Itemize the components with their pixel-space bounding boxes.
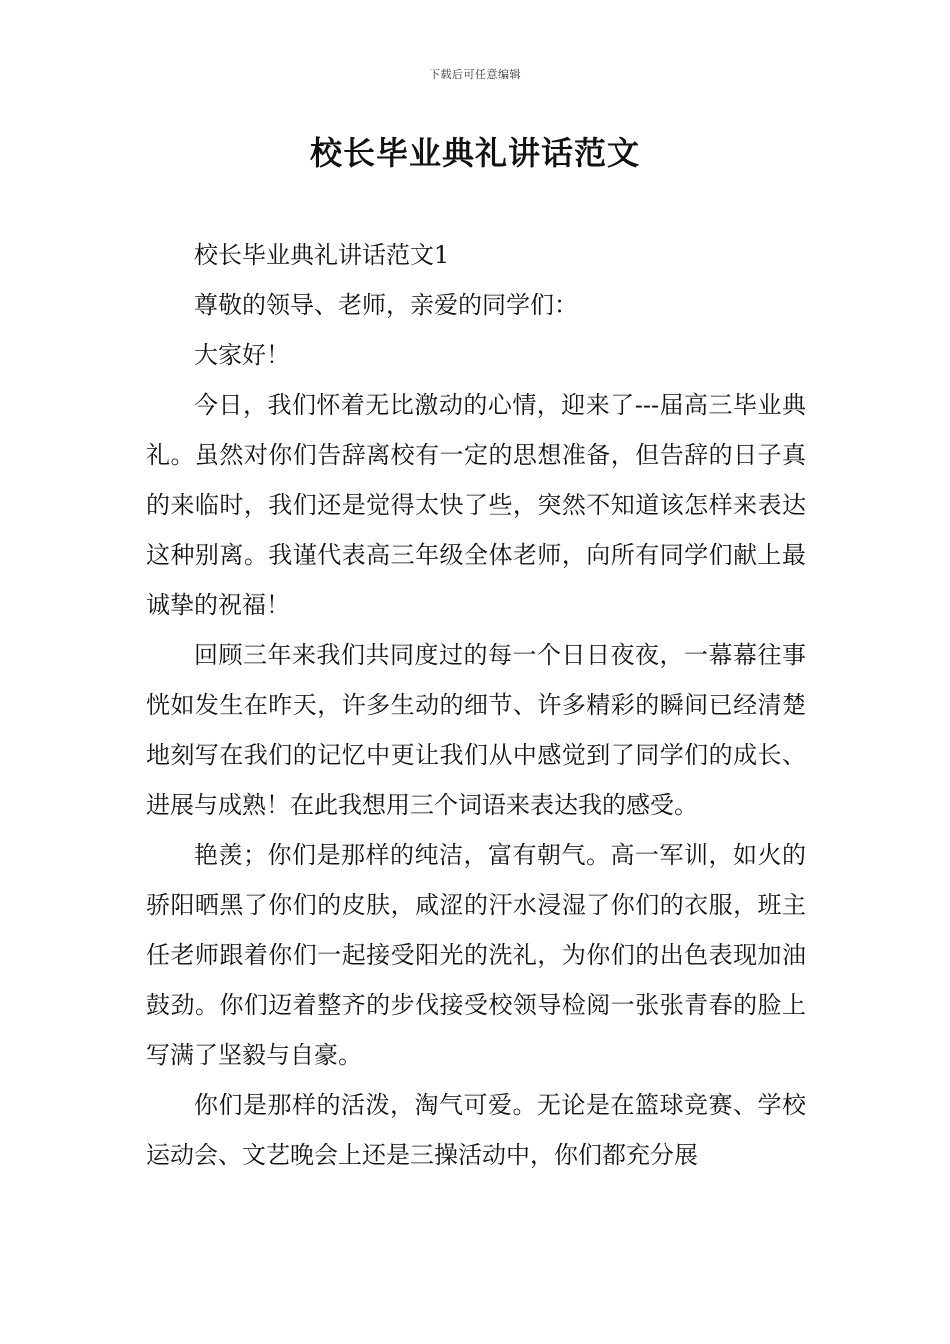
paragraph: 回顾三年来我们共同度过的每一个日日夜夜，一幕幕往事恍如发生在昨天，许多生动的细节、许多精彩的瞬间已经清楚地刻写在我们的记忆中更让我们从中感觉到了同学们的成长、进展与成熟！在此我想用三个词语来表达我的感受。 — [146, 641, 806, 819]
header-note: 下载后可任意编辑 — [429, 68, 521, 81]
paragraph: 艳羡；你们是那样的纯洁，富有朝气。高一军训，如火的骄阳晒黑了你们的皮肤，咸涩的汗水浸湿了你们的衣服，班主任老师跟着你们一起接受阳光的洗礼，为你们的出色表现加油鼓劲。你们迈着整齐的步伐接受校领导检阅一张张青春的脸上写满了坚毅与自豪。 — [146, 841, 806, 1069]
salutation: 尊敬的领导、老师，亲爱的同学们： — [194, 291, 578, 319]
page-title: 校长毕业典礼讲话范文 — [309, 134, 640, 172]
paragraph: 今日，我们怀着无比激动的心情，迎来了---届高三毕业典礼。虽然对你们告辞离校有一定的思想准备，但告辞的日子真的来临时，我们还是觉得太快了些，突然不知道该怎样来表达这种别离。我谨代表高三年级全体老师，向所有同学们献上最诚挚的祝福！ — [146, 391, 806, 619]
paragraph: 你们是那样的活泼，淘气可爱。无论是在篮球竞赛、学校运动会、文艺晚会上还是三操活动中，你们都充分展 — [146, 1091, 806, 1169]
section-heading: 校长毕业典礼讲话范文1 — [194, 241, 450, 269]
document-body — [146, 230, 806, 1180]
greeting: 大家好！ — [194, 341, 290, 369]
